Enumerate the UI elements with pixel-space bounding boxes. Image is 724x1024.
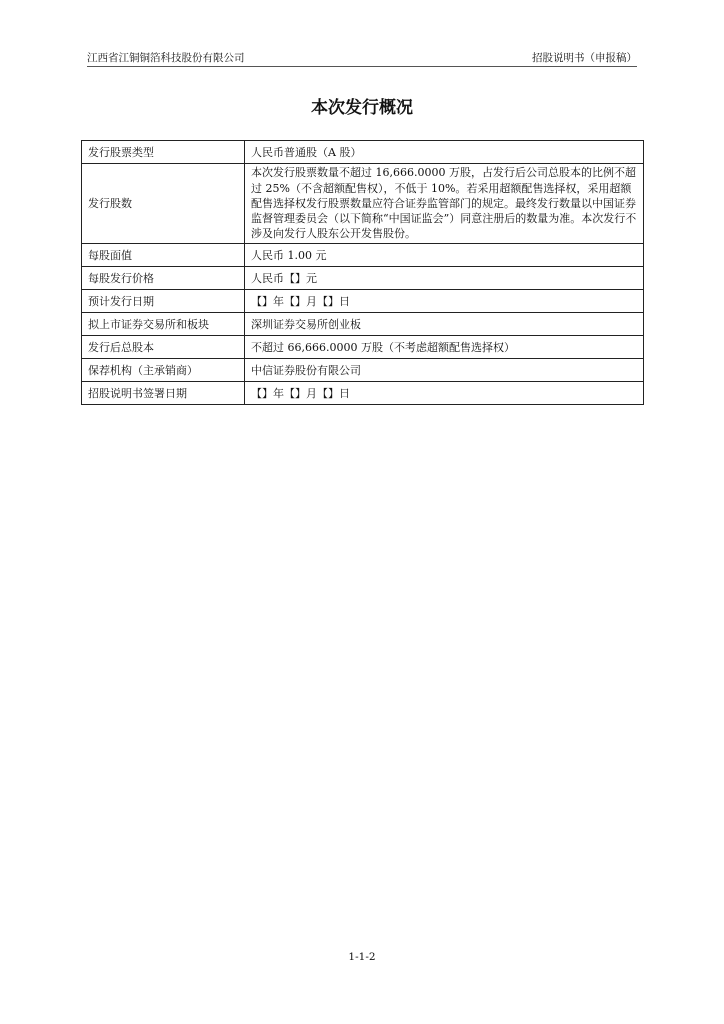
row-value: 不超过 66,666.0000 万股（不考虑超额配售选择权） (245, 336, 644, 359)
page-number: 1-1-2 (348, 951, 376, 963)
row-label: 拟上市证券交易所和板块 (82, 313, 245, 336)
table-row (82, 141, 644, 164)
page-header (87, 50, 637, 67)
row-label: 发行股票类型 (82, 141, 245, 164)
row-label: 每股面值 (82, 244, 245, 267)
row-label: 每股发行价格 (82, 267, 245, 290)
row-value: 中信证券股份有限公司 (245, 359, 644, 382)
row-label: 发行股数 (82, 164, 245, 244)
row-value: 人民币普通股（A 股） (245, 141, 644, 164)
table-row (82, 290, 644, 313)
table-row (82, 382, 644, 405)
header-document-type: 招股说明书（申报稿） (532, 52, 637, 64)
offering-summary-table (81, 140, 644, 405)
row-value: 人民币 1.00 元 (245, 244, 644, 267)
row-value: 【】年【】月【】日 (245, 290, 644, 313)
page-title: 本次发行概况 (311, 98, 413, 118)
row-value: 【】年【】月【】日 (245, 382, 644, 405)
row-label: 保荐机构（主承销商） (82, 359, 245, 382)
row-label: 招股说明书签署日期 (82, 382, 245, 405)
row-label: 预计发行日期 (82, 290, 245, 313)
table-row (82, 164, 644, 244)
table-row (82, 336, 644, 359)
row-value: 人民币【】元 (245, 267, 644, 290)
table-row (82, 313, 644, 336)
header-company-name: 江西省江铜铜箔科技股份有限公司 (87, 52, 245, 64)
table-row (82, 244, 644, 267)
row-value: 本次发行股票数量不超过 16,666.0000 万股，占发行后公司总股本的比例不超过 25%（不含超额配售权），不低于 10%。若采用超额配售选择权，采用超额配售选择权发行股票数量应符合证券监管部门的规定。最终发行数量以中国证券监督管理委员会（以下简称“中国证监会”）同意注册后的数量为准。本次发行不涉及向发行人股东公开发售股份。 (245, 164, 644, 244)
row-value: 深圳证券交易所创业板 (245, 313, 644, 336)
table-row (82, 267, 644, 290)
table-row (82, 359, 644, 382)
row-label: 发行后总股本 (82, 336, 245, 359)
